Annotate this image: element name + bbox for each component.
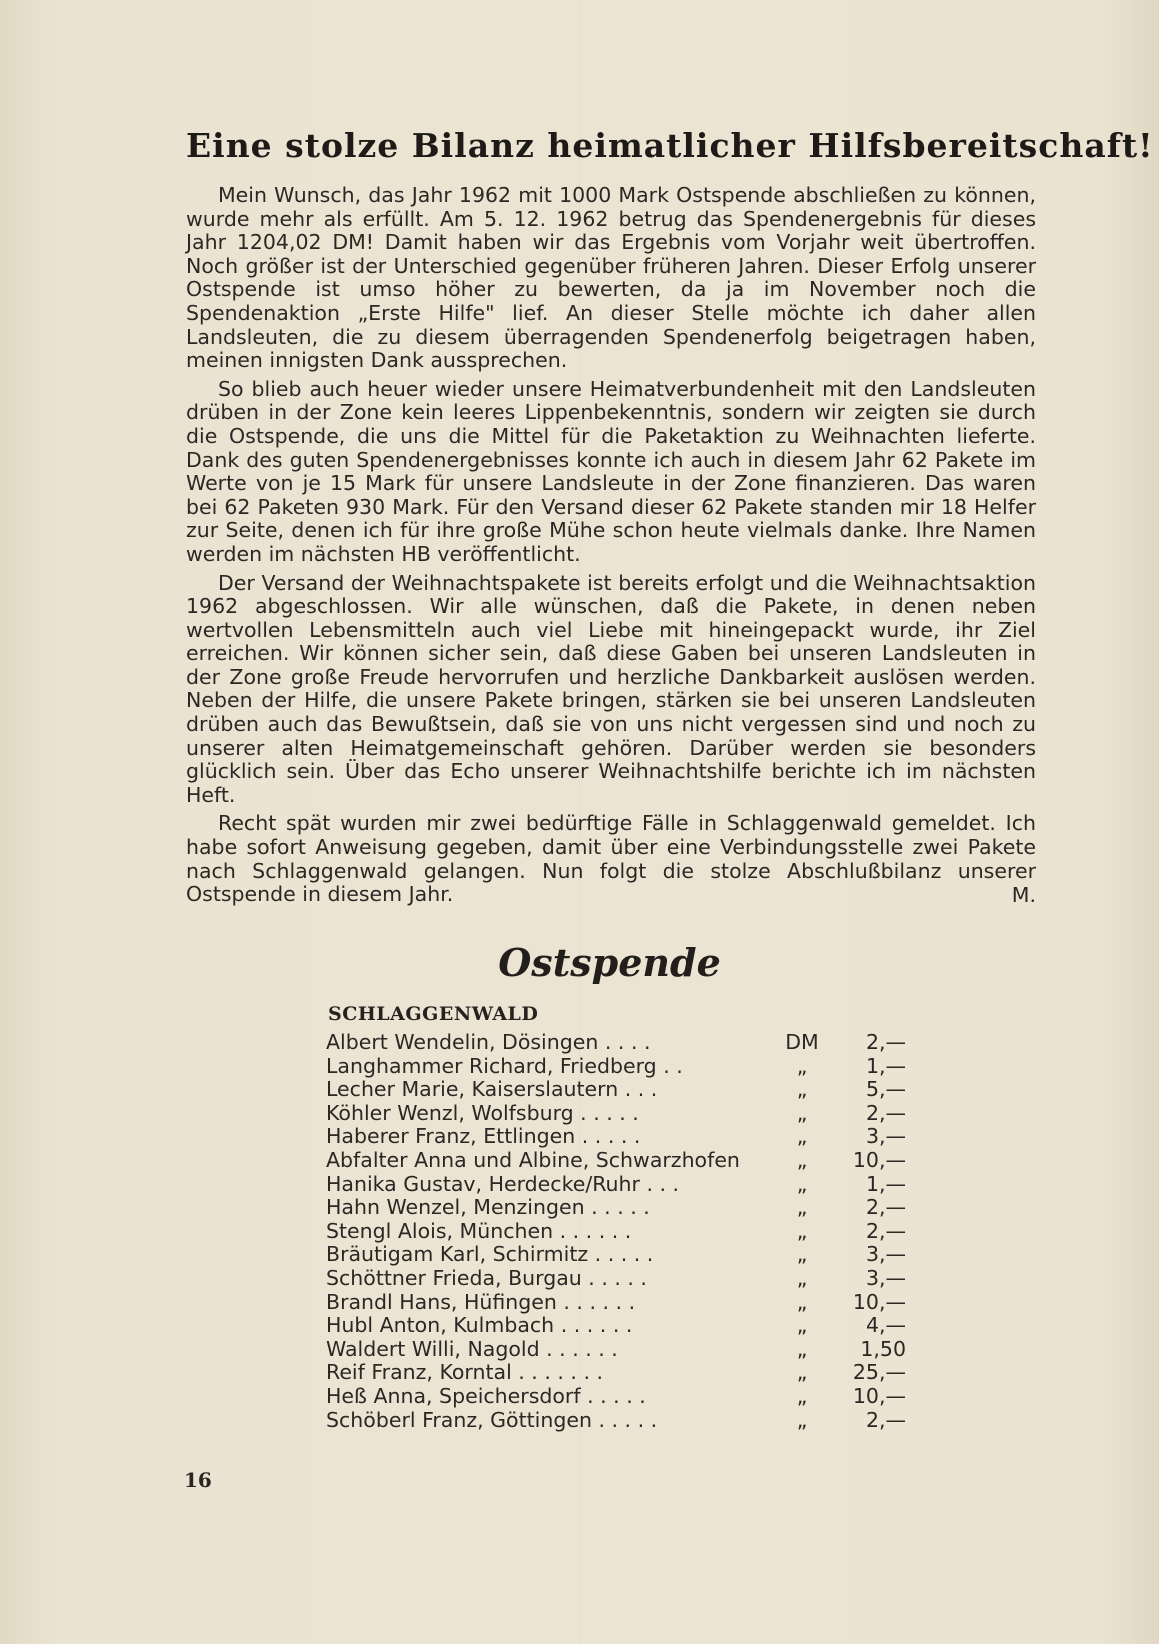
donation-entry: [326, 1314, 906, 1338]
donation-currency: „: [796, 1100, 808, 1125]
donation-entry: [326, 1149, 906, 1173]
donor-name: Bräutigam Karl, Schirmitz . . . . .: [326, 1242, 654, 1267]
donation-entry: [326, 1055, 906, 1079]
donation-currency: DM: [785, 1030, 819, 1054]
donation-entry: [326, 1031, 906, 1055]
donation-amount: 1,—: [865, 1053, 906, 1078]
article-headline: Eine stolze Bilanz heimatlicher Hilfsbereitschaft!: [186, 126, 1154, 165]
donor-name: Haberer Franz, Ettlingen . . . . .: [326, 1124, 641, 1149]
donation-amount: 2,—: [865, 1218, 906, 1243]
donation-currency: „: [796, 1077, 808, 1102]
donation-currency: „: [796, 1242, 808, 1267]
donor-name: Albert Wendelin, Dösingen . . . .: [326, 1030, 651, 1054]
donor-name: Schöberl Franz, Göttingen . . . . .: [326, 1407, 658, 1432]
page-number: 16: [184, 1468, 212, 1492]
donation-amount: 4,—: [865, 1313, 906, 1338]
donation-currency: „: [796, 1360, 808, 1385]
donation-list-title: Ostspende: [498, 940, 721, 985]
donation-entry: [326, 1102, 906, 1126]
donor-name: Heß Anna, Speichersdorf . . . . .: [326, 1383, 646, 1408]
donor-name: Waldert Willi, Nagold . . . . . .: [326, 1336, 618, 1361]
donation-amount: 2,—: [865, 1100, 906, 1125]
donor-name: Hahn Wenzel, Menzingen . . . . .: [326, 1195, 650, 1220]
donation-currency: „: [796, 1383, 808, 1408]
author-signature: M.: [1011, 882, 1036, 907]
donation-entry: [326, 1385, 906, 1409]
donation-amount: 25,—: [852, 1360, 906, 1385]
donation-amount: 3,—: [865, 1242, 906, 1267]
donation-list: [326, 1031, 906, 1432]
article-paragraph: Mein Wunsch, das Jahr 1962 mit 1000 Mark Ostspende abschließen zu können, wurde mehr als erfüllt. Am 5. 12. 1962 betrug das Spendenergebnis für dieses Jahr 1204,02 DM! Damit haben wir das Ergebnis vom Vorjahr weit übertroffen. Noch größer ist der Unterschied gegenüber früheren Jahren. Dieser Erfolg unserer Ostspende ist umso höher zu bewerten, da ja im November noch die Spendenaktion „Erste Hilfe" lief. An dieser Stelle möchte ich daher allen Landsleuten, die zu diesem überragenden Spendenerfolg beigetragen haben, meinen innigsten Dank aussprechen.: [186, 183, 1036, 373]
donation-currency: „: [796, 1407, 808, 1432]
donor-name: Hubl Anton, Kulmbach . . . . . .: [326, 1313, 633, 1338]
donation-amount: 1,—: [865, 1171, 906, 1196]
donation-amount: 10,—: [852, 1383, 906, 1408]
donation-entry: [326, 1078, 906, 1102]
article-body: [186, 184, 1036, 907]
article-paragraph: Der Versand der Weihnachtspakete ist bereits erfolgt und die Weihnachtsaktion 1962 abgeschlossen. Wir alle wünschen, daß die Pakete, in denen neben wertvollen Lebensmitteln auch viel Liebe mit hineingepackt wurde, ihr Ziel erreichen. Wir können sicher sein, daß diese Gaben bei unseren Landsleuten in der Zone große Freude hervorrufen und herzliche Dankbarkeit auslösen werden. Neben der Hilfe, die unsere Pakete bringen, stärken sie bei unseren Landsleuten drüben auch das Bewußtsein, daß sie von uns nicht vergessen sind und noch zu unserer alten Heimatgemeinschaft gehören. Darüber werden sie besonders glücklich sein. Über das Echo unserer Weihnachtshilfe berichte ich im nächsten Heft.: [186, 570, 1036, 807]
donation-entry: [326, 1409, 906, 1433]
donor-name: Abfalter Anna und Albine, Schwarzhofen: [326, 1147, 740, 1172]
donation-entry: [326, 1361, 906, 1385]
donation-amount: 5,—: [865, 1077, 906, 1102]
donation-amount: 3,—: [865, 1124, 906, 1149]
donation-currency: „: [796, 1053, 808, 1078]
donation-currency: „: [796, 1218, 808, 1243]
donation-amount: 2,—: [865, 1195, 906, 1220]
donor-name: Stengl Alois, München . . . . . .: [326, 1218, 632, 1243]
donation-amount: 1,50: [860, 1336, 906, 1361]
donation-entry: [326, 1220, 906, 1244]
article-paragraph: So blieb auch heuer wieder unsere Heimatverbundenheit mit den Landsleuten drüben in der Zone kein leeres Lippenbekenntnis, sondern wir zeigten sie durch die Ostspende, die uns die Mittel für die Paketaktion zu Weihnachten lieferte. Dank des guten Spendenergebnisses konnte ich auch in diesem Jahr 62 Pakete im Werte von je 15 Mark für unsere Landsleute in der Zone finanzieren. Das waren bei 62 Paketen 930 Mark. Für den Versand dieser 62 Pakete standen mir 18 Helfer zur Seite, denen ich für ihre große Mühe schon heute vielmals danke. Ihre Namen werden im nächsten HB veröffentlicht.: [186, 376, 1036, 566]
donation-currency: „: [796, 1147, 808, 1172]
donation-entry: [326, 1243, 906, 1267]
donor-name: Langhammer Richard, Friedberg . .: [326, 1053, 683, 1078]
donation-section-heading: SCHLAGGENWALD: [328, 1003, 539, 1025]
donation-amount: 2,—: [865, 1030, 906, 1054]
donation-entry: [326, 1291, 906, 1315]
donation-entry: [326, 1173, 906, 1197]
donation-entry: [326, 1338, 906, 1362]
donation-currency: „: [796, 1124, 808, 1149]
donor-name: Köhler Wenzl, Wolfsburg . . . . .: [326, 1100, 639, 1125]
donation-amount: 2,—: [865, 1407, 906, 1432]
article-paragraph: Recht spät wurden mir zwei bedürftige Fälle in Schlaggenwald gemeldet. Ich habe sofort Anweisung gegeben, damit über eine Verbindungsstelle zwei Pakete nach Schlaggenwald gelangen. Nun folgt die stolze Abschlußbilanz unserer Ostspende in diesem Jahr.: [186, 811, 1036, 907]
donation-amount: 10,—: [852, 1289, 906, 1314]
donation-entry: [326, 1125, 906, 1149]
donation-currency: „: [796, 1265, 808, 1290]
donation-amount: 10,—: [852, 1147, 906, 1172]
donation-currency: „: [796, 1195, 808, 1220]
donation-currency: „: [796, 1171, 808, 1196]
donor-name: Lecher Marie, Kaiserslautern . . .: [326, 1077, 658, 1102]
donor-name: Brandl Hans, Hüfingen . . . . . .: [326, 1289, 636, 1314]
donation-currency: „: [796, 1336, 808, 1361]
donation-entry: [326, 1267, 906, 1291]
donation-amount: 3,—: [865, 1265, 906, 1290]
donor-name: Schöttner Frieda, Burgau . . . . .: [326, 1265, 647, 1290]
donor-name: Reif Franz, Korntal . . . . . . .: [326, 1360, 603, 1385]
donation-entry: [326, 1196, 906, 1220]
donor-name: Hanika Gustav, Herdecke/Ruhr . . .: [326, 1171, 680, 1196]
donation-currency: „: [796, 1313, 808, 1338]
donation-currency: „: [796, 1289, 808, 1314]
